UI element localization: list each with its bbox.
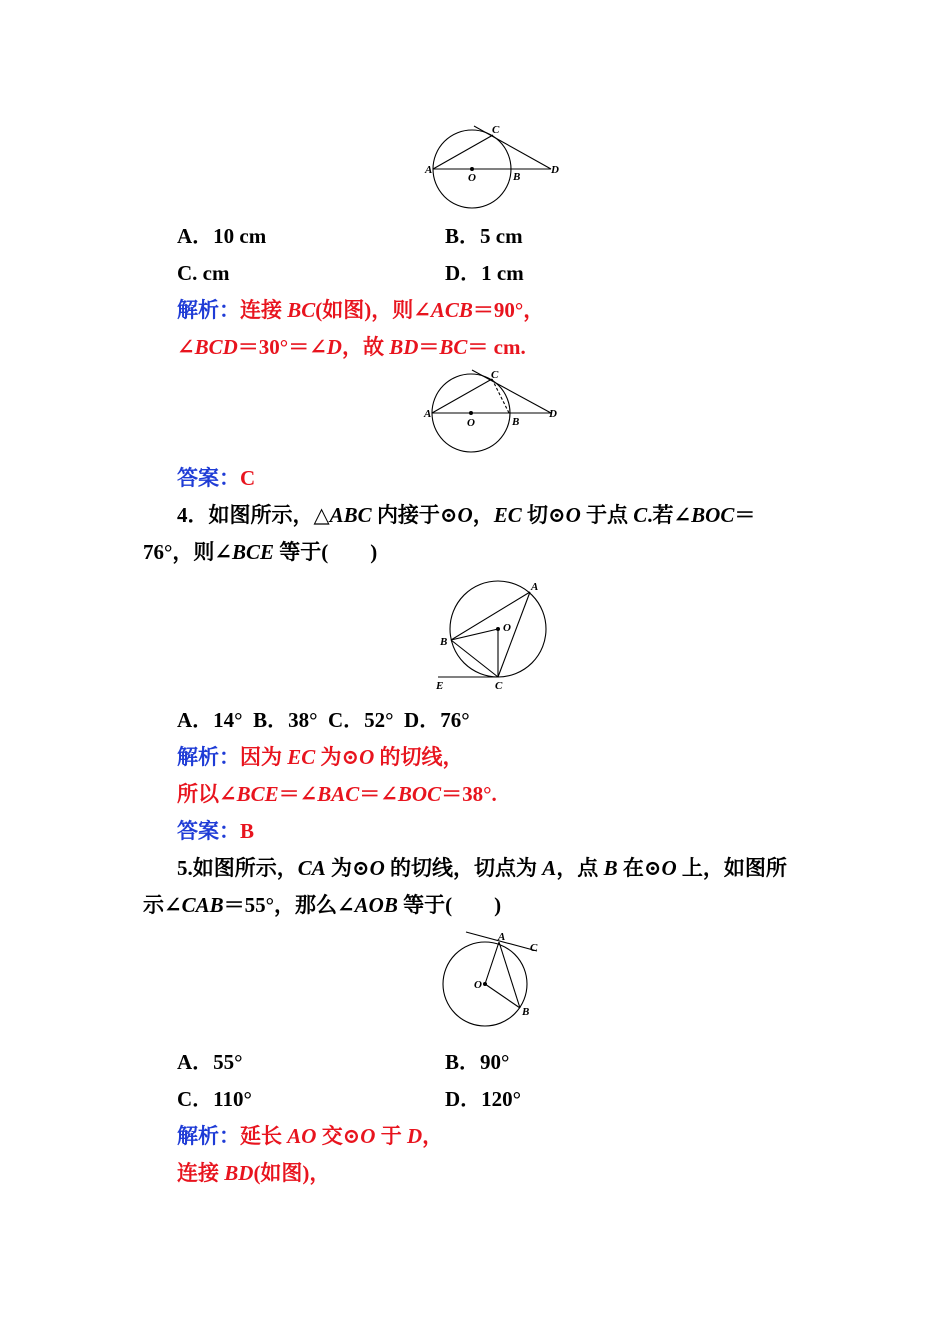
fig3-label-o: O <box>503 622 511 634</box>
q4-analysis-label: 解析： <box>177 745 240 769</box>
q3-answer: 答案：C <box>177 466 256 490</box>
fig4-label-b: B <box>522 1006 530 1018</box>
q5-option-c: C．110° <box>177 1087 252 1111</box>
q3-analysis-line1: 解析：连接 BC(如图)，则∠ACB＝90°， <box>177 298 545 322</box>
q4-analysis-line1: 解析：因为 EC 为⊙O 的切线， <box>177 745 464 769</box>
fig2-label-a: A <box>424 408 432 420</box>
fig3-label-c: C <box>495 680 503 692</box>
q5-analysis-line1: 解析：延长 AO 交⊙O 于 D， <box>177 1124 444 1148</box>
fig1-label-a: A <box>425 164 433 176</box>
q3-option-b: B．5 cm <box>445 224 523 248</box>
fig1-label-o: O <box>468 172 476 184</box>
fig3-label-b: B <box>440 636 448 648</box>
q5-analysis-line2: 连接 BD(如图)， <box>177 1161 331 1185</box>
q5-analysis-label: 解析： <box>177 1124 240 1148</box>
fig2-label-c: C <box>491 369 499 381</box>
q5-option-d: D．120° <box>445 1087 522 1111</box>
fig4-label-a: A <box>498 931 506 943</box>
fig3-label-e: E <box>436 680 444 692</box>
fig2-label-d: D <box>549 408 557 420</box>
q5-stem-line2: 示∠CAB＝55°，那么∠AOB 等于( ) <box>143 893 502 917</box>
fig1-label-c: C <box>492 124 500 136</box>
q3-answer-label: 答案： <box>177 466 240 490</box>
q5-option-b: B．90° <box>445 1050 510 1074</box>
q4-options: A．14° B．38° C．52° D．76° <box>177 708 470 732</box>
q5-stem-line1: 5.如图所示，CA 为⊙O 的切线，切点为 A，点 B 在⊙O 上，如图所 <box>177 856 787 880</box>
q3-analysis-line2: ∠BCD＝30°＝∠D，故 BD＝BC＝ cm. <box>177 335 526 359</box>
q4-answer: 答案：B <box>177 819 255 843</box>
q3-option-a: A．10 cm <box>177 224 267 248</box>
fig1-label-b: B <box>513 171 521 183</box>
q5-option-a: A．55° <box>177 1050 243 1074</box>
q4-analysis-line2: 所以∠BCE＝∠BAC＝∠BOC＝38°. <box>177 782 497 806</box>
q3-option-c: C. cm <box>177 261 230 285</box>
q4-stem-line1: 4．如图所示，△ABC 内接于⊙O，EC 切⊙O 于点 C.若∠BOC＝ <box>177 503 756 527</box>
fig2-label-b: B <box>512 416 520 428</box>
fig4-label-c: C <box>530 942 538 954</box>
q4-answer-label: 答案： <box>177 819 240 843</box>
q4-stem-line2: 76°，则∠BCE 等于( ) <box>143 540 378 564</box>
fig4-label-o: O <box>474 979 482 991</box>
q3-analysis-label: 解析： <box>177 298 240 322</box>
fig3-label-a: A <box>531 581 539 593</box>
fig1-label-d: D <box>551 164 559 176</box>
q3-option-d: D．1 cm <box>445 261 524 285</box>
fig2-label-o: O <box>467 417 475 429</box>
